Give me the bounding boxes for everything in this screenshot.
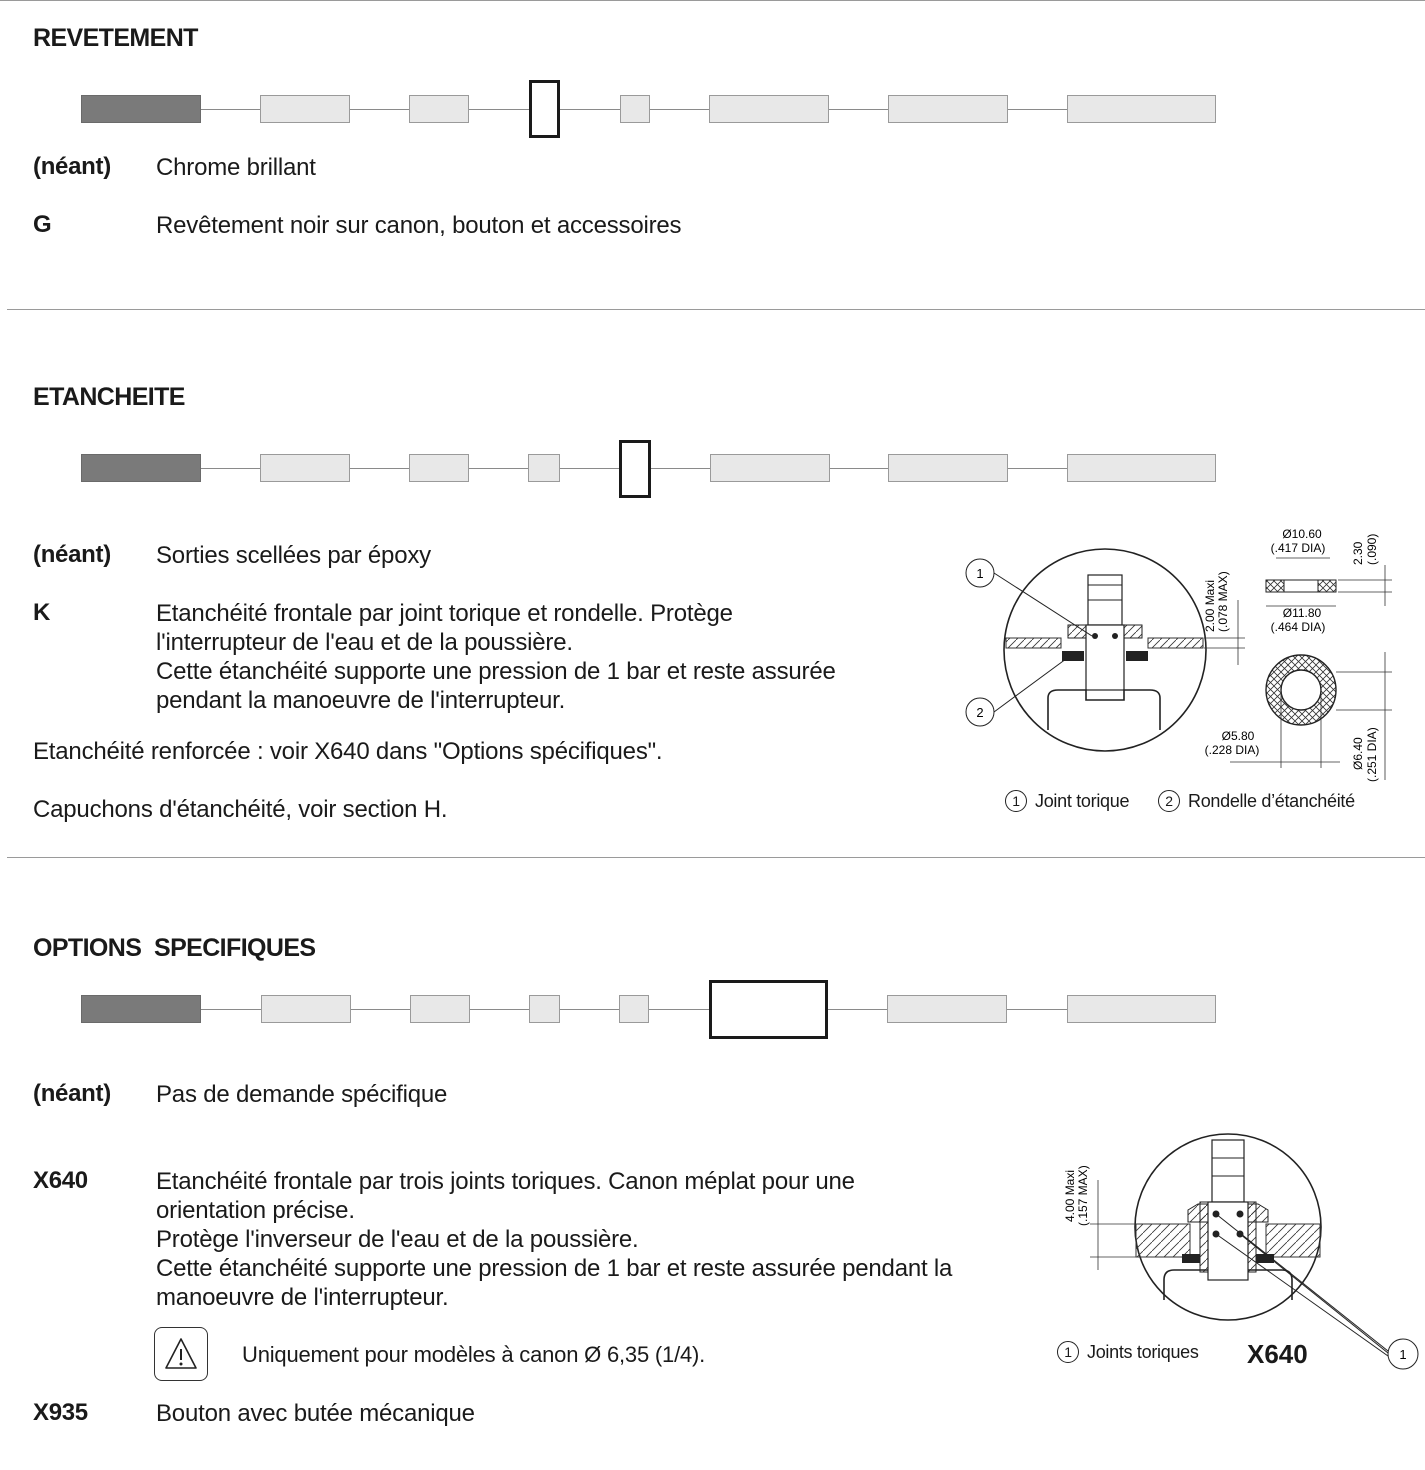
config-slot-1 [81, 95, 201, 123]
option-text-line: orientation précise. [156, 1197, 355, 1224]
option-text-line: Cette étanchéité supporte une pression de 1 bar et reste assurée [156, 658, 836, 685]
config-slot-6 [710, 454, 830, 482]
legend-label: Joint torique [1035, 791, 1130, 811]
top-rule [0, 0, 1425, 1]
option-text: Bouton avec butée mécanique [156, 1400, 475, 1427]
connector-line [200, 468, 1216, 469]
config-slot-2 [260, 95, 350, 123]
section-divider [7, 857, 1425, 858]
svg-text:(.464 DIA): (.464 DIA) [1270, 620, 1326, 634]
svg-text:4.00 Maxi: 4.00 Maxi [1063, 1169, 1077, 1222]
config-slot-active [529, 80, 560, 138]
config-slot-7 [888, 95, 1008, 123]
option-code: X640 [33, 1167, 88, 1194]
config-slot-7 [888, 454, 1008, 482]
config-slot-4 [528, 454, 560, 482]
config-slot-8 [1067, 95, 1216, 123]
svg-text:(.078 MAX): (.078 MAX) [1216, 571, 1230, 632]
config-slot-3 [409, 95, 469, 123]
option-text: Revêtement noir sur canon, bouton et accessoires [156, 212, 682, 239]
config-slot-1 [81, 454, 201, 482]
config-slot-7 [887, 995, 1007, 1023]
option-text: Chrome brillant [156, 154, 316, 181]
seal-k-drawing [950, 520, 1410, 790]
legend-joints-toriques [1057, 1341, 1199, 1363]
option-text-line: Etanchéité frontale par trois joints toriques. Canon méplat pour une [156, 1168, 855, 1195]
option-text-line: Protège l'inverseur de l'eau et de la poussière. [156, 1226, 639, 1253]
option-text: Pas de demande spécifique [156, 1081, 448, 1108]
option-text: Sorties scellées par époxy [156, 542, 431, 569]
legend-label: Joints toriques [1087, 1342, 1199, 1362]
connector-line [200, 109, 1216, 110]
option-text-line: Cette étanchéité supporte une pression de 1 bar et reste assurée pendant la [156, 1255, 953, 1282]
option-code: K [33, 599, 51, 626]
config-slot-3 [410, 995, 470, 1023]
config-slot-active [619, 440, 651, 498]
option-text-line: l'interrupteur de l'eau et de la poussière. [156, 629, 573, 656]
svg-text:(.228 DIA): (.228 DIA) [1204, 743, 1260, 757]
legend-number: 1 [1005, 790, 1027, 812]
config-slot-2 [261, 995, 351, 1023]
svg-text:Ø10.60: Ø10.60 [1282, 527, 1322, 541]
svg-text:(.090): (.090) [1365, 533, 1379, 565]
config-slot-5 [620, 95, 650, 123]
svg-text:(.157 MAX): (.157 MAX) [1076, 1165, 1090, 1226]
option-code: X935 [33, 1399, 88, 1426]
legend-joint-torique [1005, 790, 1129, 812]
config-slot-8 [1067, 454, 1216, 482]
callout-2: 2 [976, 705, 984, 720]
svg-text:2.30: 2.30 [1351, 541, 1365, 565]
config-slot-5 [619, 995, 649, 1023]
callout-1: 1 [976, 566, 984, 581]
config-slot-6 [709, 95, 829, 123]
note-caps: Capuchons d'étanchéité, voir section H. [33, 796, 448, 823]
section-title-revetement: REVETEMENT [33, 24, 198, 52]
legend-rondelle [1158, 790, 1355, 812]
drawing-label-x640: X640 [1247, 1339, 1308, 1369]
legend-number: 2 [1158, 790, 1180, 812]
option-code: (néant) [33, 1080, 111, 1107]
svg-text:(.417 DIA): (.417 DIA) [1270, 541, 1326, 555]
config-slot-1 [81, 995, 201, 1023]
section-divider [7, 309, 1425, 310]
legend-label: Rondelle d’étanchéité [1188, 791, 1355, 811]
option-text-line: pendant la manoeuvre de l'interrupteur. [156, 687, 566, 714]
callout-1: 1 [1399, 1347, 1407, 1362]
svg-text:(.251 DIA): (.251 DIA) [1365, 727, 1379, 782]
option-code: (néant) [33, 153, 111, 180]
option-code: G [33, 211, 52, 238]
section-title-options: OPTIONS SPECIFIQUES [33, 934, 316, 962]
note-reinforced: Etanchéité renforcée : voir X640 dans "Options spécifiques". [33, 738, 663, 765]
connector-line [200, 1009, 1216, 1010]
config-slot-8 [1067, 995, 1216, 1023]
option-text-line: Etanchéité frontale par joint torique et rondelle. Protège [156, 600, 733, 627]
warning-text: Uniquement pour modèles à canon Ø 6,35 (1/4). [242, 1342, 706, 1367]
section-title-etancheite: ETANCHEITE [33, 383, 185, 411]
config-slot-2 [260, 454, 350, 482]
option-text-line: manoeuvre de l'interrupteur. [156, 1284, 449, 1311]
svg-text:Ø11.80: Ø11.80 [1282, 606, 1322, 620]
option-code: (néant) [33, 541, 111, 568]
warning-icon [163, 1336, 199, 1372]
svg-text:2.00 Maxi: 2.00 Maxi [1203, 579, 1217, 632]
svg-text:Ø5.80: Ø5.80 [1221, 729, 1255, 743]
legend-number: 1 [1057, 1341, 1079, 1363]
config-slot-3 [409, 454, 469, 482]
config-slot-active [709, 980, 828, 1039]
svg-text:Ø6.40: Ø6.40 [1351, 737, 1365, 770]
config-slot-4 [529, 995, 560, 1023]
warning-icon-box [154, 1327, 208, 1381]
